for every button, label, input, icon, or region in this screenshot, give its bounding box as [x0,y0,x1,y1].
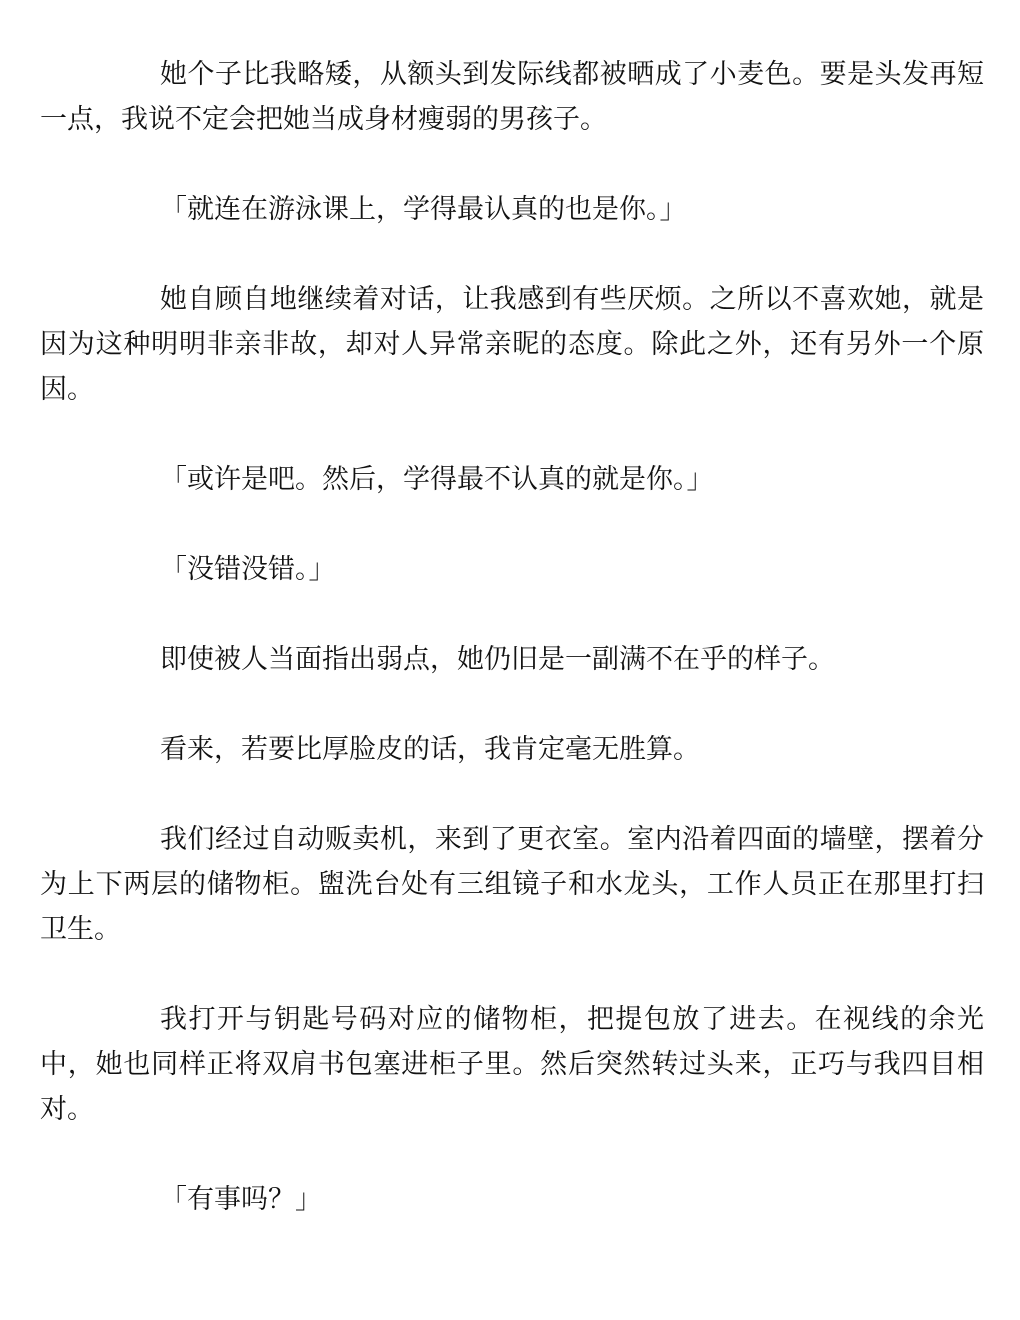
paragraph-gap [40,592,984,637]
dialogue-line-1: 「就连在游泳课上，学得最认真的也是你。」 [160,194,687,225]
paragraph-3: 即使被人当面指出弱点，她仍旧是一副满不在乎的样子。 [160,644,835,675]
paragraph-gap [40,232,984,277]
dialogue-line-4: 「有事吗？」 [160,1184,322,1215]
dialogue-line-2: 「或许是吧。然后，学得最不认真的就是你。」 [160,464,714,495]
dialogue-line-3: 「没错没错。」 [160,554,336,585]
paragraph-6: 我打开与钥匙号码对应的储物柜，把提包放了进去。在视线的余光中，她也同样正将双肩书包塞进柜子里。然后突然转过头来，正巧与我四目相对。 [40,1004,984,1125]
paragraph-gap [40,142,984,187]
paragraph-gap [40,682,984,727]
paragraph-gap [40,502,984,547]
paragraph-gap [40,772,984,817]
paragraph-gap [40,412,984,457]
paragraph-1: 她个子比我略矮，从额头到发际线都被晒成了小麦色。要是头发再短一点，我说不定会把她当成身材瘦弱的男孩子。 [40,59,984,135]
paragraph-2: 她自顾自地继续着对话，让我感到有些厌烦。之所以不喜欢她，就是因为这种明明非亲非故，却对人异常亲昵的态度。除此之外，还有另外一个原因。 [40,284,984,405]
paragraph-gap [40,1132,984,1177]
paragraph-4: 看来，若要比厚脸皮的话，我肯定毫无胜算。 [160,734,700,765]
paragraph-gap [40,952,984,997]
paragraph-5: 我们经过自动贩卖机，来到了更衣室。室内沿着四面的墙壁，摆着分为上下两层的储物柜。盥洗台处有三组镜子和水龙头，工作人员正在那里打扫卫生。 [40,824,984,945]
document-page [40,52,984,1222]
